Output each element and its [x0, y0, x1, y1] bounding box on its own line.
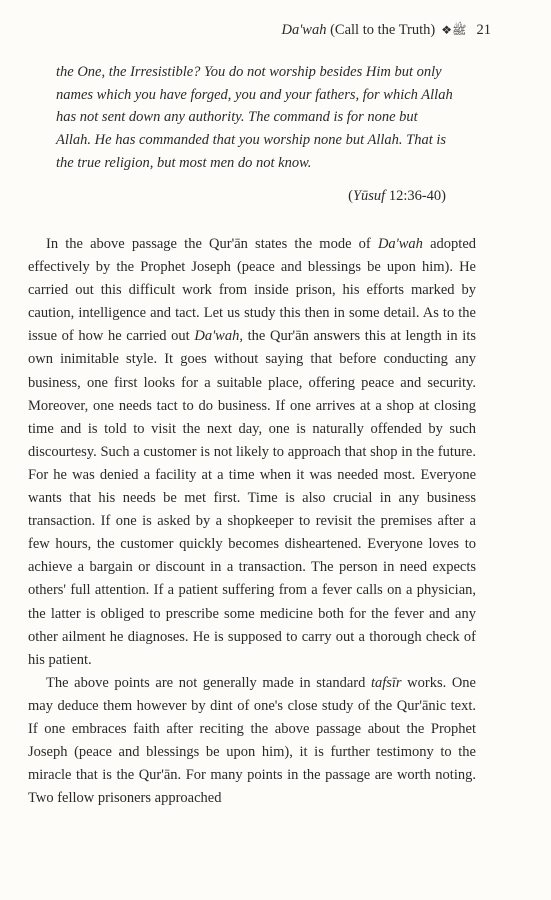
quran-quote: the One, the Irresistible? You do not worship besides Him but only names which you have forged, you and your fathers, for which Allah has not sent down any authority. The command is for none but Allah. He has commanded that you worship none but Allah. That is the true religion, but most men do not know. — [56, 64, 453, 171]
citation-surah: Yūsuf — [352, 188, 386, 204]
p1-text-c: the Qur'ān answers this at length in its own inimitable style. It goes without saying that before conducting any business, one first looks for a suitable place, offering peace and security. Moreover, one needs tact to do business. If one arrives at a shop at closing time and is told to visit the next day, one is naturally offended by such discourtesy. Such a customer is not likely to approach that shop in the future. For he was denied a facility at a time when it was needed most. Everyone wants that his needs be met first. Time is also crucial in any business transaction. If one is asked by a shopkeeper to revisit the premises after a few hours, the customer quickly becomes disheartened. Everyone loves to achieve a bargain or discount in a transaction. The person in need expects others' full attention. If a patient suffering from a fever calls on a physician, the latter is obliged to prescribe some medicine both for the fever and any other ailment he diagnoses. He is supposed to carry out a thorough check of his patient. — [28, 328, 477, 668]
header-title-italic: Da'wah — [281, 22, 327, 38]
paragraph-2 — [28, 672, 476, 811]
page-number: 21 — [476, 22, 491, 38]
p1-term-dawah-2: Da'wah, — [194, 328, 243, 345]
ornament-icon: ❖ﷺ — [441, 23, 467, 37]
quote-citation: (Yūsuf 12:36-40) — [348, 188, 446, 204]
p1-text-a: In the above passage the Qur'ān states the mode of — [46, 236, 378, 252]
citation-ref: 12:36-40) — [388, 188, 446, 204]
p2-text-a: The above points are not generally made in standard — [46, 674, 371, 691]
p1-term-dawah: Da'wah — [377, 236, 423, 252]
p2-text-b: works. One may deduce them however by dint of one's close study of the Qur'ānic text. If one embraces faith after reciting the above passage about the Prophet Joseph (peace and blessings be upon him), it is further testimony to the miracle that is the Qur'ān. For many points in the passage are worth noting. Two fellow prisoners approached — [28, 674, 476, 807]
body-text — [28, 233, 476, 810]
header-title — [281, 22, 435, 39]
p1-text-b: adopted effectively by the Prophet Joseph (peace and blessings be upon him). He carried out this difficult work from inside prison, his efforts marked by caution, intelligence and tact. Let us study this then in some detail. As to the issue of how he carried out — [28, 236, 477, 345]
running-header — [281, 22, 491, 40]
p2-term-tafsir: tafsīr — [370, 674, 402, 691]
header-title-rest: (Call to the Truth) — [330, 22, 436, 38]
paragraph-1 — [28, 233, 476, 672]
